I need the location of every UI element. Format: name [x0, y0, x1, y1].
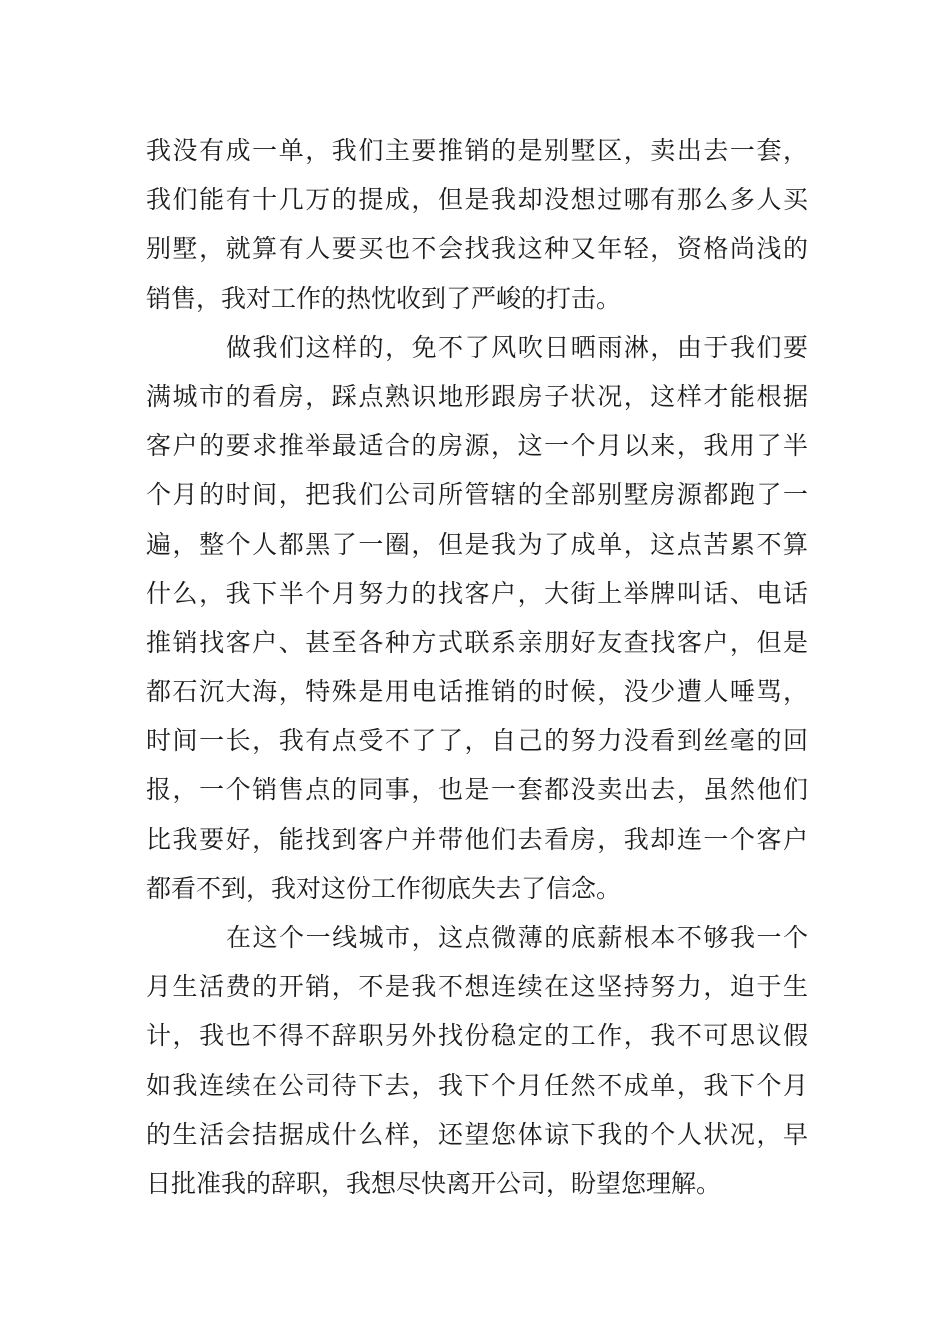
text-line: 比我要好，能找到客户并带他们去看房，我却连一个客户 — [146, 824, 808, 854]
text-line: 个月的时间，把我们公司所管辖的全部别墅房源都跑了一 — [146, 480, 808, 510]
text-line: 满城市的看房，踩点熟识地形跟房子状况，这样才能根据 — [146, 381, 808, 411]
text-line: 如我连续在公司待下去，我下个月任然不成单，我下个月 — [146, 1070, 808, 1100]
paragraph-2 — [146, 323, 808, 913]
body-text — [146, 126, 808, 1208]
text-line: 都石沉大海，特殊是用电话推销的时候，没少遭人唾骂， — [146, 677, 808, 707]
text-line: 遍，整个人都黑了一圈，但是我为了成单，这点苦累不算 — [146, 529, 808, 559]
text-line: 时间一长，我有点受不了了，自己的努力没看到丝毫的回 — [146, 726, 808, 756]
text-line: 推销找客户、甚至各种方式联系亲朋好友查找客户，但是 — [146, 627, 808, 657]
text-line: 日批准我的辞职，我想尽快离开公司，盼望您理解。 — [146, 1168, 722, 1198]
text-line: 计，我也不得不辞职另外找份稳定的工作，我不可思议假 — [146, 1021, 808, 1051]
text-line: 在这个一线城市，这点微薄的底薪根本不够我一个 — [226, 923, 808, 952]
text-line: 月生活费的开销，不是我不想连续在这坚持努力，迫于生 — [146, 972, 808, 1002]
text-line: 我没有成一单，我们主要推销的是别墅区，卖出去一套， — [146, 136, 808, 165]
text-line: 我们能有十几万的提成，但是我却没想过哪有那么多人买 — [146, 185, 808, 215]
paragraph-1 — [146, 126, 808, 323]
text-line: 销售，我对工作的热忱收到了严峻的打击。 — [146, 283, 622, 313]
text-line: 做我们这样的，免不了风吹日晒雨淋，由于我们要 — [226, 332, 808, 362]
text-line: 的生活会拮据成什么样，还望您体谅下我的个人状况，早 — [146, 1119, 808, 1149]
text-line: 客户的要求推举最适合的房源，这一个月以来，我用了半 — [146, 431, 808, 461]
text-line: 别墅，就算有人要买也不会找我这种又年轻，资格尚浅的 — [146, 234, 808, 264]
text-line: 都看不到，我对这份工作彻底失去了信念。 — [146, 873, 622, 903]
text-line: 什么，我下半个月努力的找客户，大街上举牌叫话、电话 — [146, 578, 808, 608]
text-line: 报，一个销售点的同事，也是一套都没卖出去，虽然他们 — [146, 775, 808, 805]
paragraph-3 — [146, 913, 808, 1208]
